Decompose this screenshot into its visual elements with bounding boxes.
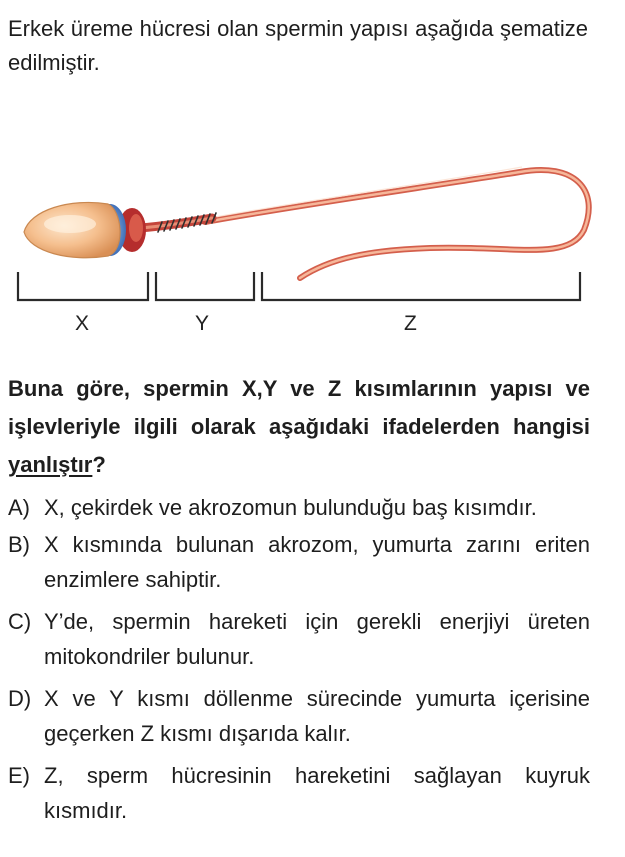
question-stem (8, 370, 590, 484)
option-c-letter: C) (8, 609, 32, 634)
option-d-letter: D) (8, 686, 32, 711)
option-d[interactable] (8, 681, 590, 751)
label-z: Z (404, 312, 417, 335)
bracket-z (262, 272, 580, 300)
option-b-letter: B) (8, 532, 30, 557)
option-c[interactable] (8, 604, 590, 674)
tail-flagellum (205, 167, 589, 278)
question-mark: ? (92, 452, 106, 477)
option-b-text: X kısmında bulunan akrozom, yumurta zarını eriten enzimlere sahiptir. (44, 532, 590, 592)
sperm-illustration (0, 0, 625, 360)
label-x: X (75, 312, 90, 335)
option-a-text: X, çekirdek ve akrozomun bulunduğu baş kısımdır. (44, 495, 537, 520)
option-e-text: Z, sperm hücresinin hareketini sağlayan kuyruk kısmıdır. (44, 763, 590, 823)
bracket-y (156, 272, 254, 300)
intro-text: Erkek üreme hücresi olan spermin yapısı aşağıda şematize edilmiştir. (8, 16, 588, 75)
option-b[interactable] (8, 527, 590, 597)
sperm-diagram (0, 0, 625, 360)
question-emphasis: yanlıştır (8, 452, 93, 477)
option-e[interactable] (8, 758, 590, 828)
answer-options (8, 490, 590, 828)
option-a[interactable] (8, 490, 590, 525)
head (24, 202, 126, 257)
bracket-x (18, 272, 148, 300)
question-text: Buna göre, spermin X,Y ve Z kısımlarının yapısı ve işlevleriyle ilgili olarak aşağıdaki ifadelerden hangisi (8, 376, 590, 439)
option-a-letter: A) (8, 495, 30, 520)
option-e-letter: E) (8, 763, 30, 788)
option-c-text: Y’de, spermin hareketi için gerekli enerjiyi üreten mitokondriler bulunur. (44, 609, 590, 669)
midpiece (140, 213, 216, 232)
option-d-text: X ve Y kısmı döllenme sürecinde yumurta içerisine geçerken Z kısmı dışarıda kalır. (44, 686, 590, 746)
label-y: Y (195, 312, 210, 335)
